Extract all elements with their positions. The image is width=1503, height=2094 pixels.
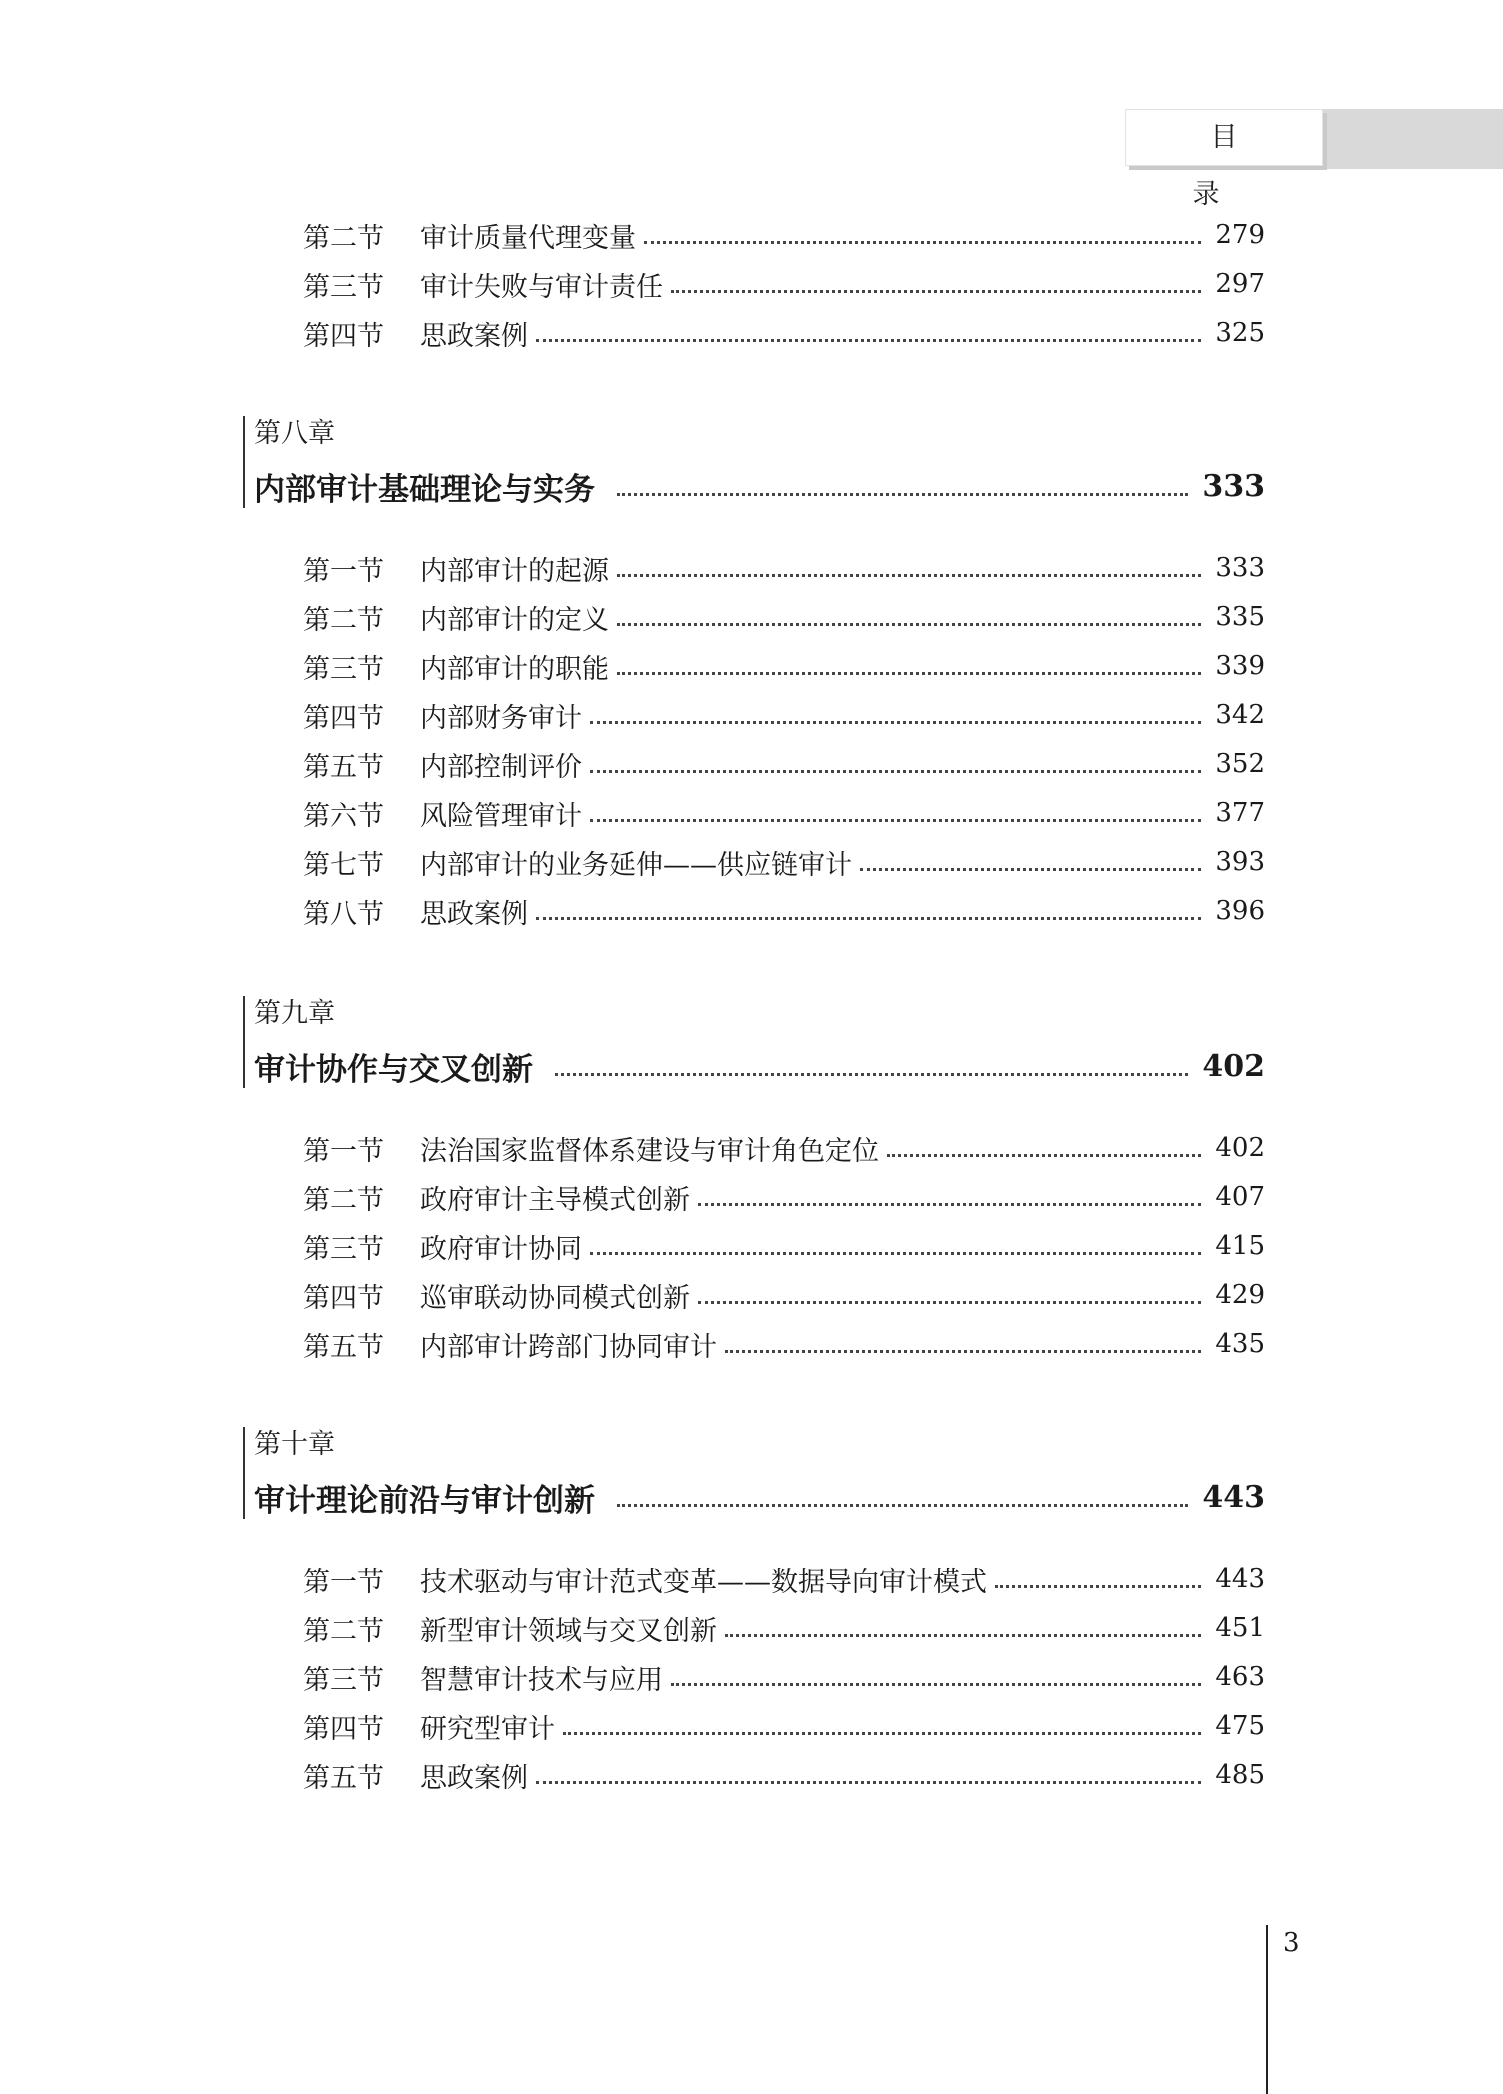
section-number: 第五节 (303, 751, 384, 783)
chapter-page: 402 (1202, 1048, 1265, 1084)
toc-section-row[interactable] (303, 1706, 1265, 1746)
section-title: 审计质量代理变量 (420, 222, 636, 254)
section-page: 407 (1215, 1182, 1265, 1212)
section-page: 393 (1215, 847, 1265, 877)
section-number: 第五节 (303, 1762, 384, 1794)
section-title: 智慧审计技术与应用 (420, 1664, 663, 1696)
toc-section-row[interactable] (303, 215, 1265, 255)
section-page: 402 (1215, 1133, 1265, 1163)
toc-section-row[interactable] (303, 1657, 1265, 1697)
leader-dots (887, 1154, 1201, 1157)
section-number: 第二节 (303, 222, 384, 254)
section-title: 法治国家监督体系建设与审计角色定位 (420, 1135, 879, 1167)
header-title: 目 录 (1192, 122, 1274, 210)
leader-dots (860, 868, 1201, 871)
leader-dots (590, 721, 1201, 724)
chapter-marker-bar (243, 996, 245, 1088)
section-number: 第七节 (303, 849, 384, 881)
toc-section-row[interactable] (303, 1324, 1265, 1364)
section-number: 第三节 (303, 653, 384, 685)
leader-dots (563, 1732, 1201, 1735)
leader-dots (671, 290, 1201, 293)
leader-dots (617, 574, 1201, 577)
leader-dots (590, 1252, 1201, 1255)
toc-section-row[interactable] (303, 1226, 1265, 1266)
leader-dots (617, 493, 1188, 496)
section-title: 内部审计的职能 (420, 653, 609, 685)
toc-section-row[interactable] (303, 842, 1265, 882)
chapter-title: 内部审计基础理论与实务 (254, 471, 595, 508)
section-page: 325 (1215, 318, 1265, 348)
section-title: 思政案例 (420, 1762, 528, 1794)
section-title: 思政案例 (420, 320, 528, 352)
section-page: 443 (1215, 1564, 1265, 1594)
toc-chapter-row[interactable] (254, 1473, 1265, 1521)
chapter-label: 第十章 (254, 1429, 335, 1460)
toc-section-row[interactable] (303, 313, 1265, 353)
leader-dots (617, 623, 1201, 626)
toc-section-row[interactable] (303, 1755, 1265, 1795)
section-number: 第一节 (303, 555, 384, 587)
section-number: 第二节 (303, 604, 384, 636)
section-number: 第四节 (303, 1282, 384, 1314)
section-title: 风险管理审计 (420, 800, 582, 832)
section-title: 技术驱动与审计范式变革——数据导向审计模式 (420, 1566, 987, 1598)
section-number: 第二节 (303, 1184, 384, 1216)
leader-dots (995, 1585, 1201, 1588)
leader-dots (536, 339, 1201, 342)
section-page: 485 (1215, 1760, 1265, 1790)
section-page: 475 (1215, 1711, 1265, 1741)
section-number: 第六节 (303, 800, 384, 832)
section-title: 内部审计的业务延伸——供应链审计 (420, 849, 852, 881)
section-number: 第四节 (303, 1713, 384, 1745)
toc-section-row[interactable] (303, 891, 1265, 931)
leader-dots (698, 1301, 1201, 1304)
toc-section-row[interactable] (303, 1559, 1265, 1599)
leader-dots (725, 1634, 1201, 1637)
section-page: 415 (1215, 1231, 1265, 1261)
section-title: 政府审计主导模式创新 (420, 1184, 690, 1216)
chapter-label: 第八章 (254, 418, 335, 449)
section-number: 第四节 (303, 702, 384, 734)
chapter-title: 审计协作与交叉创新 (254, 1051, 533, 1088)
section-page: 297 (1215, 269, 1265, 299)
section-title: 审计失败与审计责任 (420, 271, 663, 303)
header-gray-band (1323, 109, 1503, 169)
section-number: 第三节 (303, 271, 384, 303)
toc-section-row[interactable] (303, 264, 1265, 304)
section-number: 第四节 (303, 320, 384, 352)
section-number: 第八节 (303, 898, 384, 930)
leader-dots (617, 672, 1201, 675)
section-page: 451 (1215, 1613, 1265, 1643)
folio-rule (1266, 1925, 1268, 2094)
section-number: 第二节 (303, 1615, 384, 1647)
section-title: 政府审计协同 (420, 1233, 582, 1265)
section-title: 内部审计的定义 (420, 604, 609, 636)
section-page: 342 (1215, 700, 1265, 730)
page-number: 3 (1283, 1928, 1300, 1958)
leader-dots (590, 770, 1201, 773)
leader-dots (725, 1350, 1201, 1353)
section-title: 研究型审计 (420, 1713, 555, 1745)
toc-section-row[interactable] (303, 793, 1265, 833)
leader-dots (698, 1203, 1201, 1206)
section-page: 335 (1215, 602, 1265, 632)
section-title: 思政案例 (420, 898, 528, 930)
toc-chapter-row[interactable] (254, 1042, 1265, 1090)
section-title: 巡审联动协同模式创新 (420, 1282, 690, 1314)
toc-section-row[interactable] (303, 1275, 1265, 1315)
section-page: 279 (1215, 220, 1265, 250)
section-page: 396 (1215, 896, 1265, 926)
leader-dots (644, 241, 1201, 244)
leader-dots (555, 1073, 1188, 1076)
chapter-page: 443 (1202, 1479, 1265, 1515)
toc-section-row[interactable] (303, 646, 1265, 686)
chapter-label: 第九章 (254, 998, 335, 1029)
toc-section-row[interactable] (303, 1177, 1265, 1217)
leader-dots (617, 1504, 1188, 1507)
section-title: 内部审计的起源 (420, 555, 609, 587)
toc-section-row[interactable] (303, 1128, 1265, 1168)
toc-section-row[interactable] (303, 695, 1265, 735)
section-number: 第一节 (303, 1135, 384, 1167)
leader-dots (671, 1683, 1201, 1686)
section-number: 第五节 (303, 1331, 384, 1363)
section-title: 新型审计领域与交叉创新 (420, 1615, 717, 1647)
toc-section-row[interactable] (303, 597, 1265, 637)
chapter-page: 333 (1202, 468, 1265, 504)
section-title: 内部财务审计 (420, 702, 582, 734)
chapter-marker-bar (243, 416, 245, 508)
section-title: 内部控制评价 (420, 751, 582, 783)
chapter-title: 审计理论前沿与审计创新 (254, 1482, 595, 1519)
toc-section-row[interactable] (303, 744, 1265, 784)
section-page: 333 (1215, 553, 1265, 583)
toc-section-row[interactable] (303, 548, 1265, 588)
toc-chapter-row[interactable] (254, 462, 1265, 510)
section-page: 352 (1215, 749, 1265, 779)
toc-section-row[interactable] (303, 1608, 1265, 1648)
section-title: 内部审计跨部门协同审计 (420, 1331, 717, 1363)
leader-dots (536, 917, 1201, 920)
section-page: 463 (1215, 1662, 1265, 1692)
section-page: 429 (1215, 1280, 1265, 1310)
leader-dots (590, 819, 1201, 822)
section-page: 435 (1215, 1329, 1265, 1359)
leader-dots (536, 1781, 1201, 1784)
section-number: 第三节 (303, 1664, 384, 1696)
section-number: 第一节 (303, 1566, 384, 1598)
section-page: 339 (1215, 651, 1265, 681)
chapter-marker-bar (243, 1427, 245, 1519)
section-number: 第三节 (303, 1233, 384, 1265)
section-page: 377 (1215, 798, 1265, 828)
